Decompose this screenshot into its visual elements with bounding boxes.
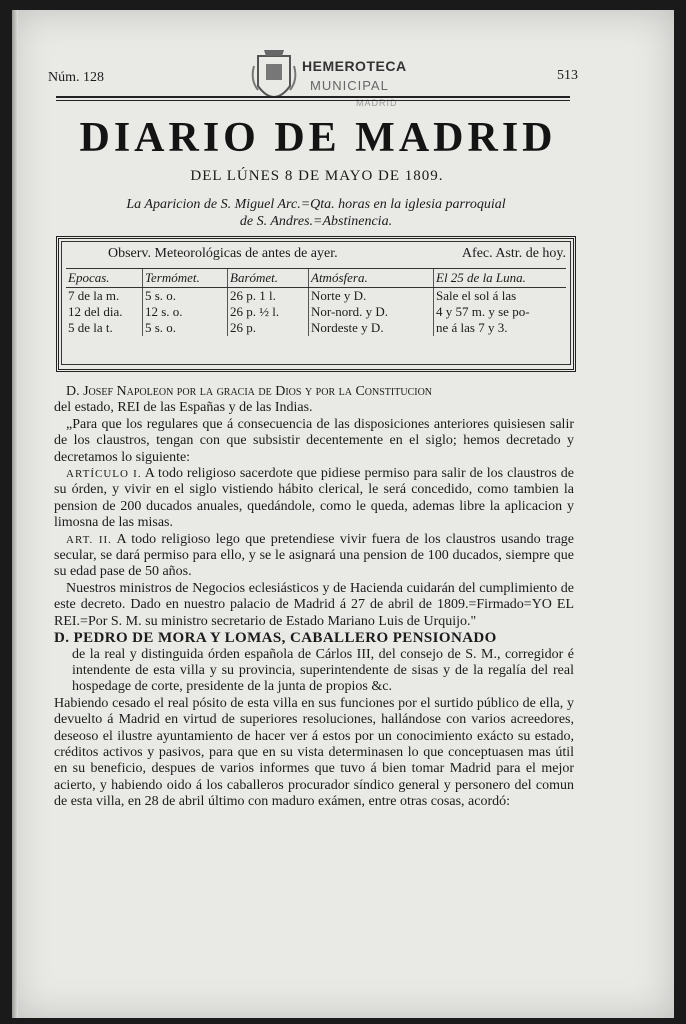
table-cell: Nor-nord. y D. xyxy=(309,304,434,320)
masthead-rule xyxy=(56,96,570,101)
issue-number: Núm. 128 xyxy=(48,70,104,85)
table-row xyxy=(66,320,566,336)
table-row xyxy=(66,304,566,320)
saints-line xyxy=(66,196,566,230)
saints-line-1: La Aparicion de S. Miguel Arc.=Qta. horas en la iglesia parroquial xyxy=(126,197,506,212)
met-heading-left: Observ. Meteorológicas de antes de ayer. xyxy=(108,246,338,261)
table-cell: Sale el sol á las xyxy=(434,288,567,305)
article-body xyxy=(54,384,574,811)
col-header: El 25 de la Luna. xyxy=(434,269,567,288)
article-2 xyxy=(54,532,574,581)
decree-intro-2: del estado, REI de las Españas y de las Indias. xyxy=(54,400,313,416)
saints-line-2: de S. Andres.=Abstinencia. xyxy=(239,214,393,229)
col-header: Atmósfera. xyxy=(309,269,434,288)
table-cell: 4 y 57 m. y se po- xyxy=(434,304,567,320)
notice-body: Habiendo cesado el real pósito de esta villa en sus funciones por el surtido público de ella, y devuelto á Madrid en virtud de superiores resoluciones, hallándose con varios acreedores, deseoso el ilustre ayuntamiento de hacer ver á estos por un conocimiento exácto su estado, créditos activos y pasivos, para que en su vista determinasen lo que conceptuasen mas útil en su beneficio, despues de varios informes que tuvo á bien tomar Madrid para el mejor acierto, y habiendo oido á los caballeros procurador síndico general y personero del comun de esta villa, en 28 de abril último con maduro exámen, entre otras cosas, acordó: xyxy=(54,695,574,810)
col-header: Epocas. xyxy=(66,269,143,288)
met-data-table xyxy=(66,268,566,336)
meteorological-table xyxy=(56,236,576,372)
stamp-line-1: HEMEROTECA xyxy=(302,58,407,74)
table-cell: 12 del dia. xyxy=(68,304,123,319)
table-cell: 26 p. 1 l. xyxy=(228,288,309,305)
table-cell: Nordeste y D. xyxy=(309,320,434,336)
table-cell: 7 de la m. xyxy=(68,288,120,303)
page-spine-shadow xyxy=(12,10,18,1018)
article-2-text: A todo religioso lego que pretendiese vivir fuera de los claustros usando trage secular, se dará permiso para ello, y se le asignará una pension de 100 ducados, siempre que su edad pase de 50 años. xyxy=(54,531,574,580)
met-heading-right: Afec. Astr. de hoy. xyxy=(461,246,566,261)
col-header: Termómet. xyxy=(143,269,228,288)
notice-heading: D. PEDRO DE MORA Y LOMAS, CABALLERO PENSIONADO xyxy=(54,630,497,647)
decree-closing: Nuestros ministros de Negocios eclesiásticos y de Hacienda cuidarán del cumplimiento de este decreto. Dado en nuestro palacio de Madrid á 27 de abril de 1809.=Firmado=YO EL REI.=Por S. M. su ministro secretario de Estado Mariano Luis de Urquijo." xyxy=(54,580,574,629)
decree-intro: D. Josef Napoleon por la gracia de Dios y por la Constitucion xyxy=(66,384,433,399)
table-cell: ne á las 7 y 3. xyxy=(434,320,567,336)
stamp-line-3: MADRID xyxy=(356,98,398,108)
col-header: Barómet. xyxy=(228,269,309,288)
table-cell: Norte y D. xyxy=(309,288,434,305)
notice-subheading: de la real y distinguida órden española de Cárlos III, del consejo de S. M., corregidor é intendente de esta villa y su provincia, superintendente de sisas y de la regalía del real hospedage de corte, presidente de la junta de propios &c. xyxy=(72,646,574,695)
article-1-text: A todo religioso sacerdote que pidiese permiso para salir de los claustros de su órden, y vivir en el siglo vistiendo hábito clerical, le será concedido, como tambien la pension de 200 ducados anuales, quedándole, como le queda, ademas libre la aplicacion y limosna de las misas. xyxy=(54,466,575,531)
table-cell: 26 p. xyxy=(228,320,309,336)
newspaper-page xyxy=(12,10,674,1018)
stamp-line-2: MUNICIPAL xyxy=(310,78,389,93)
article-1-label: ARTÍCULO I. xyxy=(66,468,142,481)
library-stamp xyxy=(248,46,438,116)
table-cell: 5 de la t. xyxy=(68,320,113,335)
page-number: 513 xyxy=(557,68,578,83)
decree-paragraph: „Para que los regulares que á consecuencia de las disposiciones anteriores quisiesen salir de los claustros, tengan con que subsistir decentemente en el siglo; hemos decretado y decretamos lo siguiente: xyxy=(54,416,574,465)
table-cell: 12 s. o. xyxy=(143,304,228,320)
table-cell: 5 s. o. xyxy=(143,320,228,336)
crest-icon xyxy=(248,46,300,112)
table-cell: 5 s. o. xyxy=(143,288,228,305)
masthead-title: DIARIO DE MADRID xyxy=(79,115,557,161)
article-1 xyxy=(54,466,574,532)
table-row xyxy=(66,288,566,305)
article-2-label: ART. II. xyxy=(66,533,112,546)
dateline: DEL LÚNES 8 DE MAYO DE 1809. xyxy=(190,168,444,184)
table-cell: 26 p. ½ l. xyxy=(228,304,309,320)
